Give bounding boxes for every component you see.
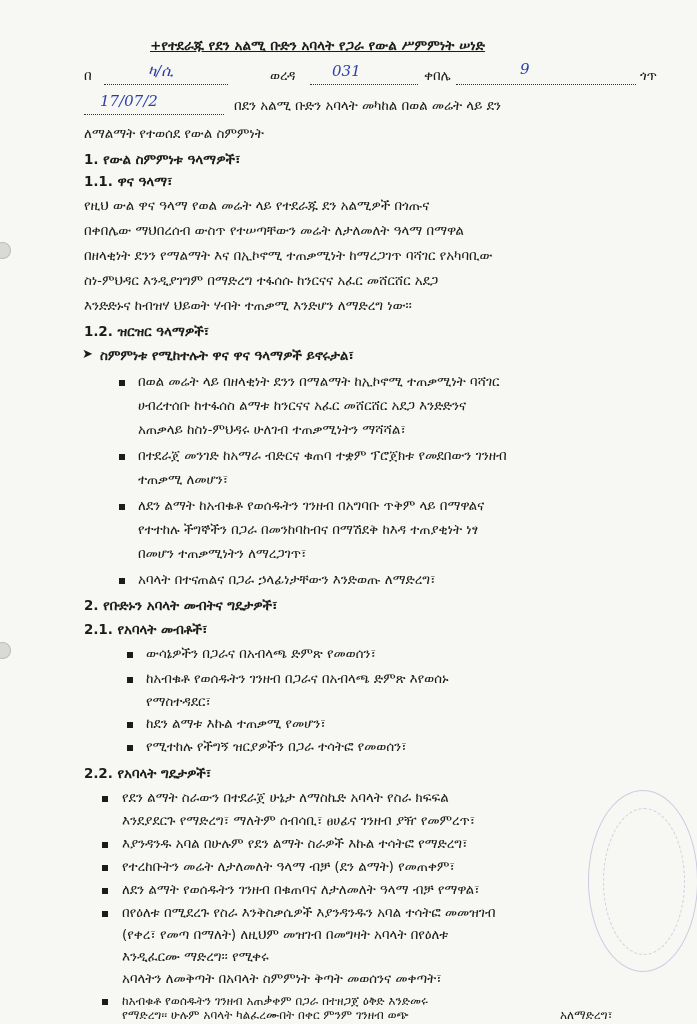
s12-bullet-line: አባላት በተናጠልና በጋራ ኃላፊነታቸውን እንድወጡ ለማድረግ፣ [138,573,436,588]
woreda-label: ወረዳ [270,69,296,84]
header-prefix: በ [84,69,92,84]
header-line2: በደን አልሚ ቡድን አባላት መካከል በወል መሬት ላይ ደን [234,99,501,114]
s11-line: በዘላቂነት ደንን የማልማት እና በኢኮኖሚ ተጠቃሚነት ከማረጋገጥ ባሻገር የአካባቢው [84,249,493,264]
s21-bullet-line: ከደን ልማቱ እኩል ተጠቃሚ የመሆን፣ [146,717,326,732]
square-bullet-icon [127,722,133,728]
s11-line: የዚህ ውል ዋና ዓላማ የወል መሬት ላይ የተደራጁ ደን አልሚዎች በጎጡና [84,199,430,214]
s11-line: ስነ-ምህዳር እንዲያገግም በማድረግ ተፋሰሱ ከንርናና አፈር መሸርሸር አደጋ [84,274,439,289]
s22-bullet-line: ለደን ልማት የወሰዱትን ገንዘብ በቁጠባና ለታለመለት ዓላማ ብቻ የማዋል፣ [122,883,480,898]
document-title: +የተደራጁ የደን አልሚ ቡድን አባላት የጋራ የውል ሥምምነት ሠነድ [150,38,486,54]
square-bullet-icon [102,865,108,871]
s12-bullet-line: አጠቃላይ ከስነ-ምህዳሩ ሁለገብ ተጠቃሚነትን ማሻሻል፣ [138,423,406,438]
section11-heading: 1.1. ዋና ዓላማ፣ [84,175,173,190]
s22-bullet-line: ከአብቁቶ የወሰዱትን ገንዘብ አጠቃቀም በጋራ በተዘጋጀ ዕቅድ እንድመሩ [122,994,428,1008]
square-bullet-icon [127,745,133,751]
square-bullet-icon [119,578,125,584]
s22-bullet-line: አለማድረግ፣ [560,1008,613,1022]
s12-bullet-line: ለደን ልማት ከአብቁቶ የወሰዱትን ገንዘብ በአግባቡ ጥቅም ላይ በማዋልና [138,499,485,514]
square-bullet-icon [102,911,108,917]
s11-line: እንድድኑና ከብዝሃ ህይወት ሃብት ተጠቃሚ እንድሆን ለማድረግ ነው፡፡ [84,299,412,314]
header-line3: ለማልማት የተወሰደ የውል ስምምነት [84,127,264,142]
s22-bullet-line: አባላትን ለመቅጣት በአባላት ስምምነት ቅጣት መወሰንና መቀጣት፣ [122,972,442,987]
kebele-label: ቀበሌ [424,69,451,84]
woreda-field-line [310,84,418,85]
s22-bullet-line: የደን ልማት ስራውን በተደራጀ ሁኔታ ለማስኬድ አባላት የስራ ክፍፍል [122,791,449,806]
square-bullet-icon [102,999,108,1005]
region-field-line [104,84,228,85]
s11-line: በቀበሌው ማህበረሰብ ውስጥ የተሠጣቸውን መሬት ለታለመለት ዓላማ በማዋል [84,224,464,239]
s12-bullet-line: በተደራጀ መንገድ ከአማራ ብድርና ቁጠባ ተቋም ፕሮጀክቱ የመደበውን ገንዘብ [138,449,507,464]
punch-hole-top [0,242,11,259]
punch-hole-bottom [0,642,11,659]
woreda-value: 031 [332,62,361,80]
faded-stamp-inner [603,808,685,955]
kebele-value: 9 [520,60,530,78]
date-value: 17/07/2 [100,92,158,110]
arrow-bullet-icon: ➤ [82,347,93,362]
square-bullet-icon [102,842,108,848]
square-bullet-icon [119,454,125,460]
s12-bullet-line: በመሆን ተጠቃሚነትን ለማረጋገጥ፣ [138,547,307,562]
square-bullet-icon [102,888,108,894]
s12-bullet-line: ተጠቃሚ ለመሆን፣ [138,473,229,488]
date-field-line [84,114,224,115]
s22-bullet-line: እያንዳንዱ አባል በሁሉም የደን ልማት ስራዎች እኩል ተሳትፎ የማድረግ፣ [122,837,468,852]
section2-heading: 2. የቡድኑን አባላት መብትና ግዴታዎች፣ [84,599,278,614]
s21-bullet-line: ውሳኔዎችን በጋራና በአብላጫ ድምጽ የመወሰን፣ [146,647,376,662]
s22-bullet-line: የማድረግ፡፡ ሁሉም አባላት ካልፈረሙበት በቀር ምንም ገንዘብ ወጭ [122,1008,409,1022]
region-value: ካ/ሲ [148,62,174,80]
s21-bullet-line: የማስተዳደር፣ [146,695,211,710]
s21-bullet-line: የሚተከሉ የችግኝ ዝርያዎችን በጋራ ተሳትፎ የመወሰን፣ [146,740,407,755]
s22-bullet-line: በየዕለቱ በሚደረጉ የስራ እንቅስቃሴዎች እያንዳንዱን አባል ተሳትፎ መመዝገብ [122,906,496,921]
s12-bullet-line: በወል መሬት ላይ በዘላቂነት ደንን በማልማት ከኢኮኖሚ ተጠቃሚነት ባሻገር [138,375,500,390]
s22-bullet-line: የተረከቡትን መሬት ለታለመለት ዓላማ ብቻ (ደን ልማት) የመጠቀም፣ [122,860,455,875]
section1-heading: 1. የውል ስምምነቱ ዓላማዎች፣ [84,153,241,168]
section12-intro: ስምምነቱ የሚከተሉት ዋና ዋና ዓላማዎች ይኖሩታል፣ [100,349,354,364]
s12-bullet-line: ሀብረተሰቡ ከተፋሰስ ልማቱ ከንርናና አፈር መሸርሸር አደጋ እንድድንና [138,399,467,414]
s21-bullet-line: ከአብቁቶ የወሰዱትን ገንዘብ በጋራና በአብላጫ ድምጽ እየወሰኑ [146,672,449,687]
s22-bullet-line: እንዲፈርሙ ማድረግ፡፡ የሚቀሩ [122,950,269,965]
square-bullet-icon [102,796,108,802]
kebele-field-line [456,84,636,85]
square-bullet-icon [127,677,133,683]
section22-heading: 2.2. የአባላት ግዴታዎች፣ [84,767,212,782]
s22-bullet-line: (የቀረ፣ የመጣ በማለት) ለዚህም መዝገብ በመግዛት አባላት በየዕለቱ [122,928,449,943]
goth-label: ጎጥ [640,69,657,84]
s12-bullet-line: የተተከሉ ችግኞችን በጋራ በመንከባከብና በማሽደቅ ከእዳ ተጠያቂነት ነፃ [138,523,479,538]
square-bullet-icon [119,380,125,386]
square-bullet-icon [127,652,133,658]
s22-bullet-line: እንደያደርጉ የማድረግ፣ ማለትም ሰብሳቢ፣ ፀሀፊና ገንዘብ ያዥ የመምረጥ፣ [122,814,476,829]
section21-heading: 2.1. የአባላት መብቶች፣ [84,623,208,638]
section12-heading: 1.2. ዝርዝር ዓላማዎች፣ [84,325,210,340]
square-bullet-icon [119,504,125,510]
